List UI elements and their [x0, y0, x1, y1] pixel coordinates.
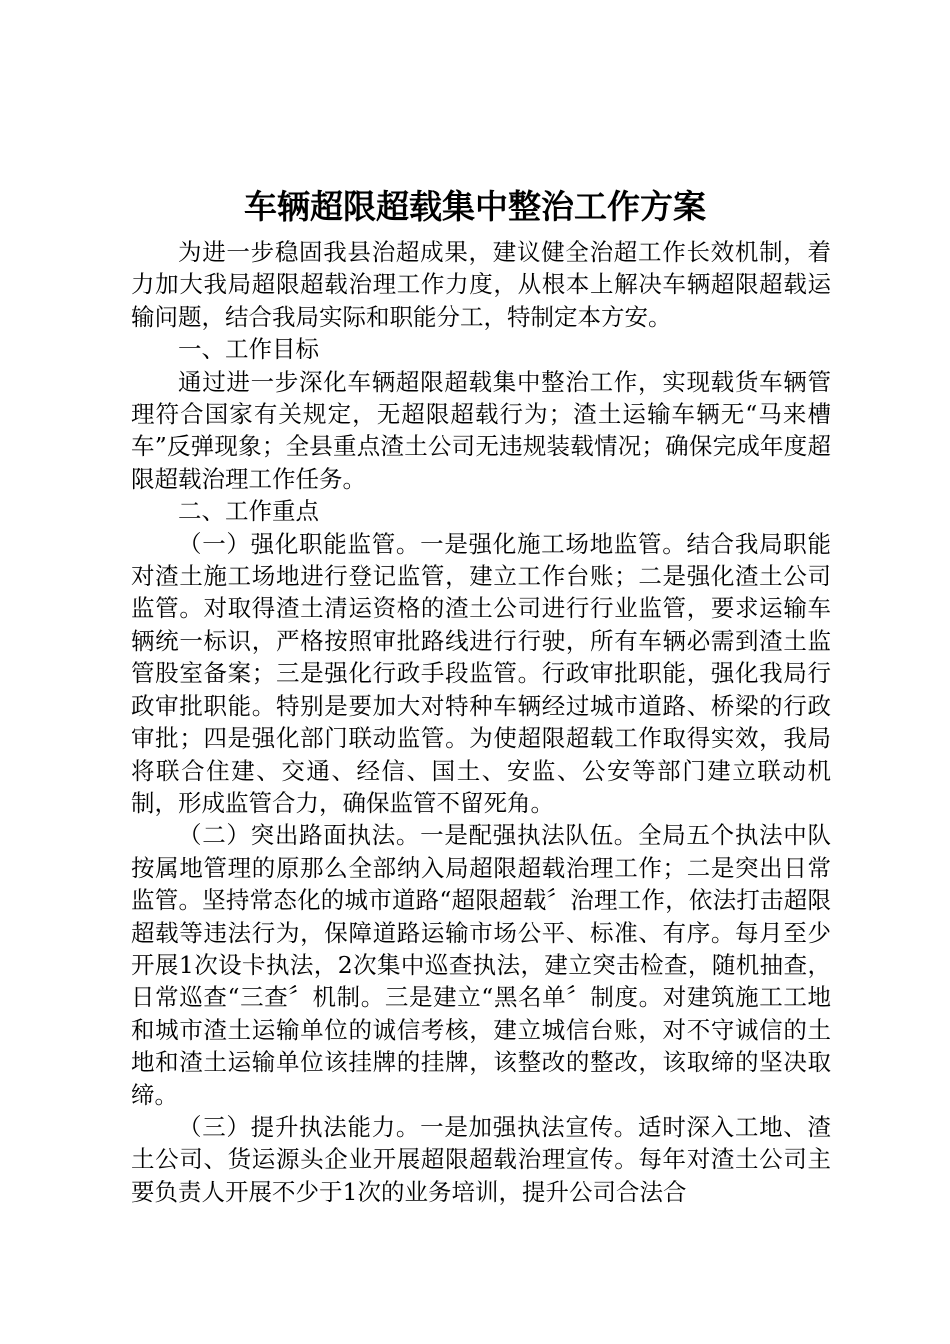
document-title: 车辆超限超载集中整治工作方案 — [244, 187, 706, 226]
document-body — [131, 236, 831, 1208]
focus-item-2-paragraph: （二）突出路面执法。一是配强执法队伍。全局五个执法中队按属地管理的原那么全部纳入局超限超载治理工作；二是突出日常监管。坚持常态化的城市道路“超限超载〞治理工作，依法打击超限超载等违法行为，保障道路运输市场公平、标准、有序。每月至少开展1次设卡执法，2次集中巡查执法，建立突击检查，随机抽查，日常巡查“三查〞机制。三是建立“黑名单〞制度。对建筑施工工地和城市渣土运输单位的诚信考核，建立城信台账，对不守诚信的土地和渣土运输单位该挂牌的挂牌，该整改的整改，该取缔的坚决取缔。 — [131, 821, 831, 1109]
goals-paragraph: 通过进一步深化车辆超限超载集中整治工作，实现载货车辆管理符合国家有关规定，无超限超载行为；渣土运输车辆无“马来槽车”反弹现象；全县重点渣土公司无违规装载情况；确保完成年度超限超载治理工作任务。 — [131, 367, 831, 493]
intro-paragraph: 为进一步稳固我县治超成果，建议健全治超工作长效机制，着力加大我局超限超载治理工作力度，从根本上解决车辆超限超载运输问题，结合我局实际和职能分工，特制定本方安。 — [131, 238, 831, 331]
focus-item-3-paragraph: （三）提升执法能力。一是加强执法宣传。适时深入工地、渣土公司、货运源头企业开展超限超载治理宣传。每年对渣土公司主要负责人开展不少于1次的业务培训，提升公司合法合 — [131, 1112, 831, 1206]
section-heading-goals: 一、工作目标 — [178, 335, 319, 364]
focus-item-1-paragraph: （一）强化职能监管。一是强化施工场地监管。结合我局职能对渣土施工场地进行登记监管，建立工作台账；二是强化渣土公司监管。对取得渣土清运资格的渣土公司进行行业监管，要求运输车辆统一标识，严格按照审批路线进行行驶，所有车辆必需到渣土监管股室备案；三是强化行政手段监管。行政审批职能，强化我局行政审批职能。特别是要加大对特种车辆经过城市道路、桥梁的行政审批；四是强化部门联动监管。为使超限超载工作取得实效，我局将联合住建、交通、经信、国土、安监、公安等部门建立联动机制，形成监管合力，确保监管不留死角。 — [131, 529, 831, 817]
section-heading-focus: 二、工作重点 — [178, 497, 319, 526]
